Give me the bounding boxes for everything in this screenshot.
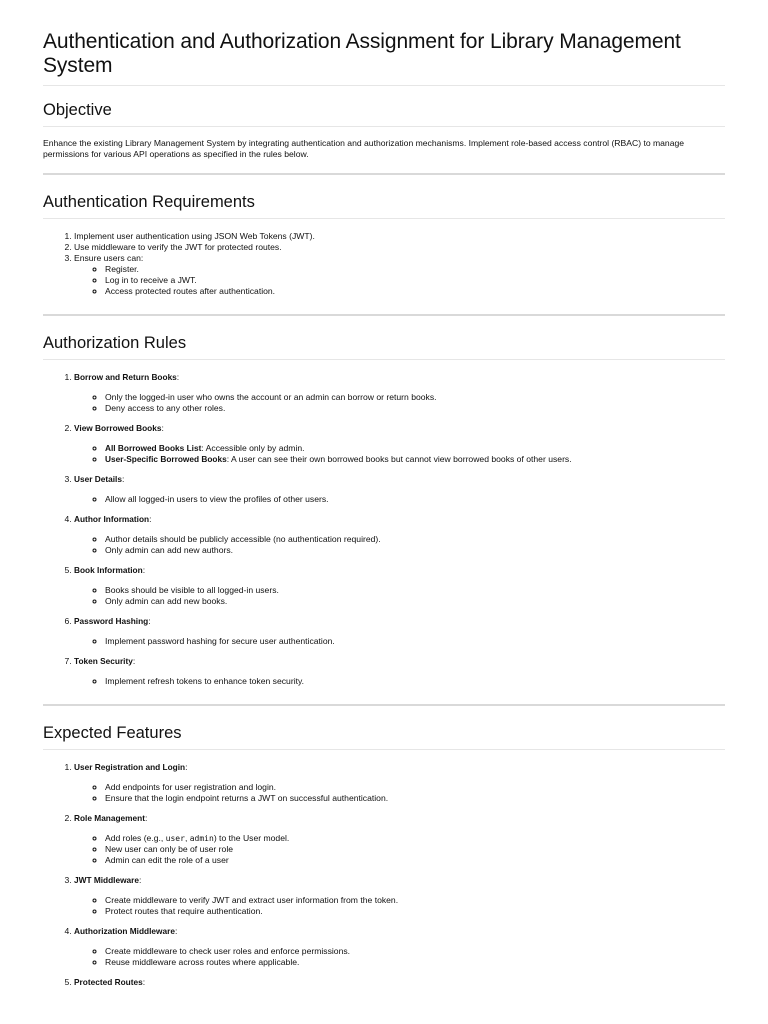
sub-list-item <box>105 895 725 906</box>
list-item: 5. Protected Routes: <box>74 977 725 988</box>
sub-list-item <box>105 855 725 866</box>
list-item-title: Token Security <box>74 656 133 666</box>
sub-list-item <box>105 403 725 414</box>
sub-list-item-text: New user can only be of user role <box>105 844 234 854</box>
auth-requirements-heading: Authentication Requirements <box>43 192 725 219</box>
auth-requirements-list <box>43 231 725 297</box>
sub-list-item-text: : Accessible only by admin. <box>201 443 305 453</box>
list-item-text: Ensure users can: <box>74 253 144 263</box>
list-item: 7. Token Security: ◦ Implement refresh tokens to enhance token security. <box>74 656 725 687</box>
sub-list <box>74 534 725 556</box>
list-item-title: User Details <box>74 474 122 484</box>
list-item: 1. Implement user authentication using JSON Web Tokens (JWT). <box>74 231 725 242</box>
list-item: 2. Role Management: ◦ Add roles (e.g., user, admin) to the User model. ◦ New user can only be of user role ◦ Admin can edit the role of a user <box>74 813 725 866</box>
sub-list <box>74 676 725 687</box>
sub-list-item-text: Add roles (e.g., <box>105 833 166 843</box>
sub-list-item-text: Implement refresh tokens to enhance token security. <box>105 676 305 686</box>
list-item: 5. Book Information: ◦ Books should be visible to all logged-in users. ◦ Only admin can add new books. <box>74 565 725 607</box>
expected-features-list <box>43 762 725 988</box>
authorization-rules-list <box>43 372 725 687</box>
sub-list-item-label: All Borrowed Books List <box>105 443 202 453</box>
sub-list <box>74 946 725 968</box>
sub-list-item: ◦ Log in to receive a JWT. <box>105 275 725 286</box>
list-item-title: Author Information <box>74 514 150 524</box>
inline-code: admin <box>189 834 214 843</box>
list-item: 4. Author Information: ◦ Author details should be publicly accessible (no authentication required). ◦ Only admin can add new authors. <box>74 514 725 556</box>
sub-list <box>74 636 725 647</box>
list-item: 2. View Borrowed Books: ◦ All Borrowed Books List: Accessible only by admin. ◦ User-Specific Borrowed Books: A user can see their own borrowed books but cannot view borrowed books of other users. <box>74 423 725 465</box>
sub-list-item-text: Admin can edit the role of a user <box>105 855 229 865</box>
sub-list-item-label: User-Specific Borrowed Books <box>105 454 227 464</box>
list-item: 4. Authorization Middleware: ◦ Create middleware to check user roles and enforce permissions. ◦ Reuse middleware across routes where applicable. <box>74 926 725 968</box>
list-item: 3. User Details: ◦ Allow all logged-in users to view the profiles of other users. <box>74 474 725 505</box>
sub-list <box>74 392 725 414</box>
inline-code: user <box>165 834 185 843</box>
sub-list-item-text: Deny access to any other roles. <box>105 403 226 413</box>
authorization-rules-section <box>43 333 725 706</box>
sub-list-item <box>105 454 725 465</box>
sub-list-item <box>105 946 725 957</box>
sub-list-item-text: Reuse middleware across routes where applicable. <box>105 957 300 967</box>
list-item <box>74 253 725 297</box>
list-item-title: User Registration and Login <box>74 762 186 772</box>
sub-list-item-text: Books should be visible to all logged-in users. <box>105 585 279 595</box>
sub-list-item-text: Ensure that the login endpoint returns a JWT on successful authentication. <box>105 793 389 803</box>
sub-list <box>74 833 725 866</box>
sub-list <box>74 494 725 505</box>
sub-list-item-text: : A user can see their own borrowed books but cannot view borrowed books of other users. <box>226 454 572 464</box>
list-item-title: View Borrowed Books <box>74 423 162 433</box>
sub-list-item <box>105 793 725 804</box>
sub-list <box>74 782 725 804</box>
sub-list <box>74 264 725 297</box>
sub-list-item: ◦ Register. <box>105 264 725 275</box>
sub-list-item <box>105 392 725 403</box>
document-title: Authentication and Authorization Assignment for Library Management System <box>43 30 725 86</box>
sub-list-item-text: Only admin can add new books. <box>105 596 228 606</box>
list-item-title: Role Management <box>74 813 145 823</box>
sub-list-item <box>105 906 725 917</box>
auth-requirements-section <box>43 192 725 316</box>
sub-list-item-text: ) to the User model. <box>213 833 290 843</box>
list-item-title: JWT Middleware <box>74 875 140 885</box>
objective-section <box>43 100 725 175</box>
list-item: 1. Borrow and Return Books: ◦ Only the logged-in user who owns the account or an admin can borrow or return books. ◦ Deny access to any other roles. <box>74 372 725 414</box>
sub-list-item <box>105 782 725 793</box>
sub-list-item: ◦ Access protected routes after authentication. <box>105 286 725 297</box>
sub-list-item <box>105 443 725 454</box>
list-item: 2. Use middleware to verify the JWT for protected routes. <box>74 242 725 253</box>
list-item: 6. Password Hashing: ◦ Implement password hashing for secure user authentication. <box>74 616 725 647</box>
section-divider <box>43 173 725 175</box>
list-item-title: Borrow and Return Books <box>74 372 177 382</box>
section-divider <box>43 704 725 706</box>
objective-text: Enhance the existing Library Management System by integrating authentication and authorization mechanisms. Implement role-based access control (RBAC) to manage permissions for various API operations as specified in the rules below. <box>43 138 685 159</box>
sub-list-item-text: Protect routes that require authentication. <box>105 906 263 916</box>
sub-list-item-text: Only admin can add new authors. <box>105 545 234 555</box>
sub-list-item <box>105 844 725 855</box>
sub-list-item <box>105 833 725 844</box>
sub-list-item <box>105 676 725 687</box>
sub-list-item-text: Implement password hashing for secure user authentication. <box>105 636 335 646</box>
authorization-rules-heading: Authorization Rules <box>43 333 725 360</box>
sub-list-item-text: Author details should be publicly accessible (no authentication required). <box>105 534 381 544</box>
sub-list <box>74 585 725 607</box>
sub-list-item-text: Only the logged-in user who owns the account or an admin can borrow or return books. <box>105 392 437 402</box>
sub-list-item-text: Allow all logged-in users to view the profiles of other users. <box>105 494 329 504</box>
sub-list-item <box>105 534 725 545</box>
expected-features-heading: Expected Features <box>43 723 725 750</box>
sub-list-item-text: Add endpoints for user registration and login. <box>105 782 277 792</box>
list-item: 1. User Registration and Login: ◦ Add endpoints for user registration and login. ◦ Ensure that the login endpoint returns a JWT on successful authentication. <box>74 762 725 804</box>
sub-list-item-text: , <box>184 833 190 843</box>
sub-list-item <box>105 957 725 968</box>
sub-list-item <box>105 585 725 596</box>
objective-heading: Objective <box>43 100 725 127</box>
section-divider <box>43 314 725 316</box>
sub-list-item-text: Create middleware to check user roles and enforce permissions. <box>105 946 351 956</box>
sub-list-item-text: Create middleware to verify JWT and extract user information from the token. <box>105 895 399 905</box>
list-item: 3. JWT Middleware: ◦ Create middleware to verify JWT and extract user information from the token. ◦ Protect routes that require authentication. <box>74 875 725 917</box>
list-item-title: Authorization Middleware <box>74 926 175 936</box>
sub-list <box>74 895 725 917</box>
sub-list-item <box>105 596 725 607</box>
sub-list-item <box>105 494 725 505</box>
list-item-title: Protected Routes <box>74 977 143 987</box>
sub-list-item <box>105 545 725 556</box>
list-item-title: Password Hashing <box>74 616 149 626</box>
list-item-title: Book Information <box>74 565 143 575</box>
sub-list <box>74 443 725 465</box>
expected-features-section <box>43 723 725 988</box>
sub-list-item <box>105 636 725 647</box>
